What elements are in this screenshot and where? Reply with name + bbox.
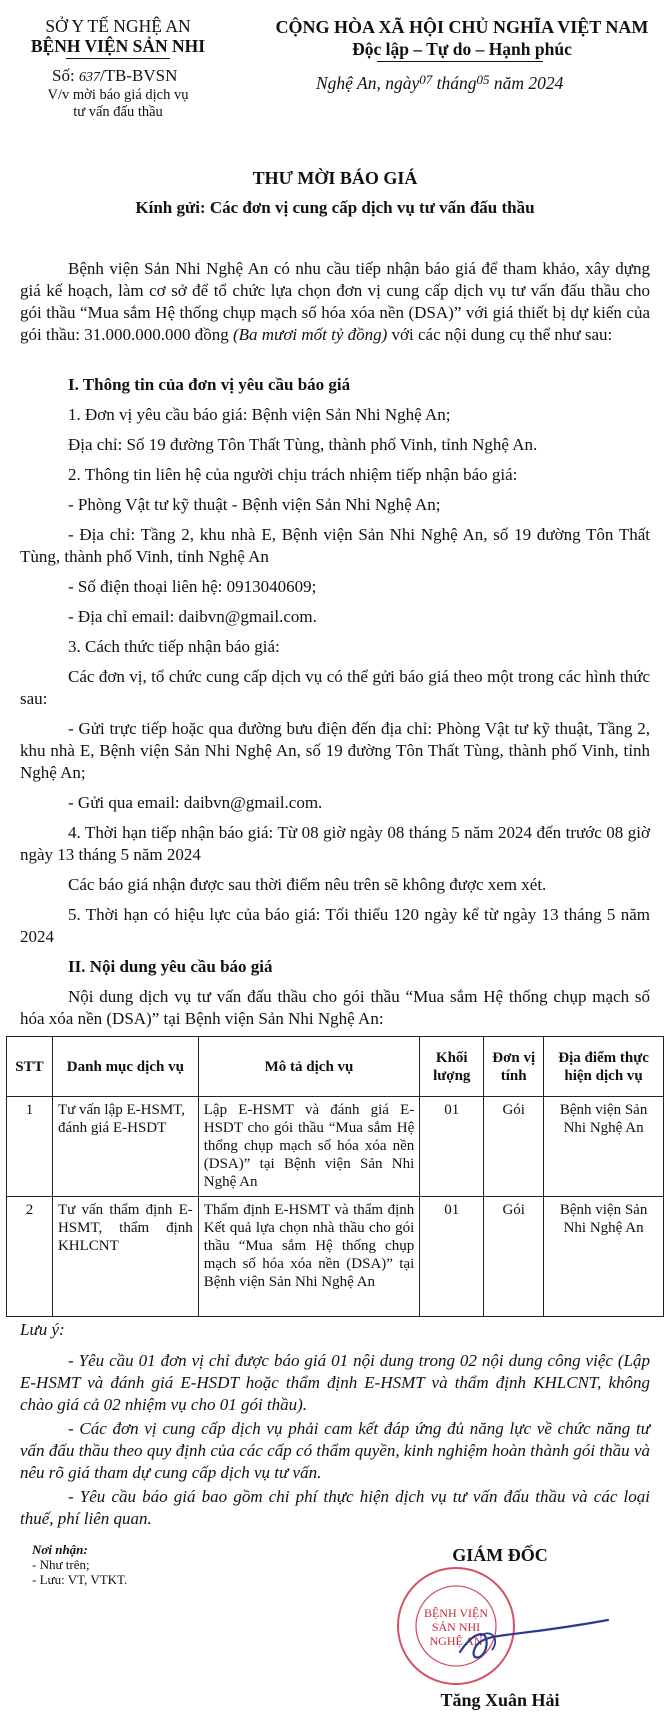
service-table [6,1036,664,1317]
note-3: - Yêu cầu báo giá bao gồm chi phí thực hiện dịch vụ tư vấn đấu thầu và các loại thuế, phí liên quan. [20,1487,650,1528]
national-header [262,16,662,60]
table-cell: Thẩm định E-HSMT và thẩm định Kết quả lựa chọn nhà thầu cho gói thầu “Mua sắm Hệ thống chụp mạch số hóa xóa nền (DSA)” tại Bệnh viện Sản Nhi Nghệ An [198,1197,420,1317]
table-cell: Lập E-HSMT và đánh giá E-HSDT cho gói thầu “Mua sắm Hệ thống chụp mạch số hóa xóa nền (DSA)” tại Bệnh viện Sản Nhi Nghệ An [198,1097,420,1197]
recipient-item: - Như trên; [32,1557,90,1572]
table-cell: 01 [420,1197,484,1317]
table-cell: Gói [484,1097,544,1197]
methods-intro: Các đơn vị, tổ chức cung cấp dịch vụ có thể gửi báo giá theo một trong các hình thức sau: [20,667,650,708]
section-1-address: Địa chỉ: Số 19 đường Tôn Thất Tùng, thành phố Vinh, tỉnh Nghệ An. [68,435,538,454]
document-number-value: 637 [78,70,100,85]
table-cell: 1 [7,1097,53,1197]
handwritten-signature [440,1600,620,1670]
table-cell: Tư vấn lập E-HSMT, đánh giá E-HSDT [52,1097,198,1197]
notes-label: Lưu ý: [20,1320,65,1339]
motto: Độc lập – Tự do – Hạnh phúc [352,39,572,59]
subject-line: V/v mời báo giá dịch vụ tư vấn đấu thầu [47,87,189,120]
section-1-item-2: 2. Thông tin liên hệ của người chịu trách nhiệm tiếp nhận báo giá: [68,465,518,484]
table-cell: Tư vấn thẩm định E-HSMT, thẩm định KHLCNT [52,1197,198,1317]
document-number: Số: 637/TB-BVSN [52,66,178,85]
signer-position: GIÁM ĐỐC [452,1545,548,1565]
recipient-line: Kính gửi: Các đơn vị cung cấp dịch vụ tư vấn đấu thầu [135,198,535,217]
column-header: Danh mục dịch vụ [52,1037,198,1097]
column-header: Khối lượng [420,1037,484,1097]
issuer-block [14,16,222,56]
signer-name: Tăng Xuân Hải [440,1690,560,1710]
contact-email: - Địa chỉ email: daibvn@gmail.com. [68,607,317,626]
ministry-name: SỞ Y TẾ NGHỆ AN [45,16,191,36]
section-2-heading: II. Nội dung yêu cầu báo giá [68,957,273,976]
issuer-underline [66,58,170,59]
section-1-heading: I. Thông tin của đơn vị yêu cầu báo giá [68,375,351,394]
column-header: Mô tả dịch vụ [198,1037,420,1097]
date-line: Nghệ An, ngày$^{07}$ tháng$^{05}$ năm 2024 [316,72,564,93]
late-note: Các báo giá nhận được sau thời điểm nêu trên sẽ không được xem xét. [68,875,547,894]
column-header: Đơn vị tính [484,1037,544,1097]
intro-paragraph: Bệnh viện Sản Nhi Nghệ An có nhu cầu tiếp nhận báo giá để tham khảo, xây dựng giá kế hoạch, làm cơ sở để tổ chức lựa chọn đơn vị cung cấp dịch vụ tư vấn đấu thầu cho gói thầu “Mua sắm Hệ thống chụp mạch số hóa xóa nền (DSA)” với giá thiết bị dự kiến của gói thầu: 31.000.000.000 đồng (Ba mươi mốt tỷ đồng) với các nội dung cụ thể như sau: [20,259,650,344]
recipient-item: - Lưu: VT, VTKT. [32,1572,128,1587]
stamp-text: NGHỆ AN [429,1634,483,1648]
table-header-row [7,1037,664,1097]
motto-underline [377,61,543,62]
column-header: Địa điểm thực hiện dịch vụ [544,1037,664,1097]
section-2-intro: Nội dung dịch vụ tư vấn đấu thầu cho gói thầu “Mua sắm Hệ thống chụp mạch số hóa xóa nền (DSA)” tại Bệnh viện Sản Nhi Nghệ An: [20,987,650,1028]
contact-phone: - Số điện thoại liên hệ: 0913040609; [68,577,317,596]
table-cell: 01 [420,1097,484,1197]
table-cell: Bệnh viện Sản Nhi Nghệ An [544,1097,664,1197]
stamp-text: BỆNH VIỆN [423,1606,489,1620]
recipients-block [32,1542,232,1587]
table-cell: Gói [484,1197,544,1317]
section-1-item-1: 1. Đơn vị yêu cầu báo giá: Bệnh viện Sản Nhi Nghệ An; [68,405,451,424]
method-direct: - Gửi trực tiếp hoặc qua đường bưu điện đến địa chỉ: Phòng Vật tư kỹ thuật, Tầng 2, khu nhà E, Bệnh viện Sản Nhi Nghệ An, số 19 đường Tôn Thất Tùng, thành phố Vinh, tỉnh Nghệ An; [20,719,650,782]
table-row [7,1097,664,1197]
table-cell: Bệnh viện Sản Nhi Nghệ An [544,1197,664,1317]
contact-department: - Phòng Vật tư kỹ thuật - Bệnh viện Sản Nhi Nghệ An; [68,495,441,514]
document-title: THƯ MỜI BÁO GIÁ [252,168,418,188]
table-cell: 2 [7,1197,53,1317]
column-header: STT [7,1037,53,1097]
recipients-label: Nơi nhận: [32,1542,88,1557]
note-1: - Yêu cầu 01 đơn vị chỉ được báo giá 01 nội dung trong 02 nội dung công việc (Lập E-HSMT và đánh giá E-HSDT hoặc thẩm định E-HSMT và thẩm định KHLCNT, không chào giá cả 02 nhiệm vụ cho 01 gói thầu). [20,1351,650,1414]
table-row [7,1197,664,1317]
country-name: CỘNG HÒA XÃ HỘI CHỦ NGHĨA VIỆT NAM [275,17,649,37]
method-email: - Gửi qua email: daibvn@gmail.com. [68,793,323,812]
note-2: - Các đơn vị cung cấp dịch vụ phải cam kết đáp ứng đủ năng lực về chức năng tư vấn đấu thầu theo quy định của các cấp có thẩm quyền, kinh nghiệm hoàn thành gói thầu và nêu rõ giá tham dự cung cấp dịch vụ tư vấn. [20,1419,650,1482]
hospital-name: BỆNH VIỆN SẢN NHI [30,36,206,56]
stamp-text: SẢN NHI [431,1620,481,1634]
section-1-item-5: 5. Thời hạn có hiệu lực của báo giá: Tối thiểu 120 ngày kể từ ngày 13 tháng 5 năm 2024 [20,905,650,946]
contact-address: - Địa chỉ: Tầng 2, khu nhà E, Bệnh viện Sản Nhi Nghệ An, số 19 đường Tôn Thất Tùng, thành phố Vinh, tỉnh Nghệ An [20,525,650,566]
section-1-item-3: 3. Cách thức tiếp nhận báo giá: [68,637,280,656]
section-1-item-4: 4. Thời hạn tiếp nhận báo giá: Từ 08 giờ ngày 08 tháng 5 năm 2024 đến trước 08 giờ ngày 13 tháng 5 năm 2024 [20,823,650,864]
